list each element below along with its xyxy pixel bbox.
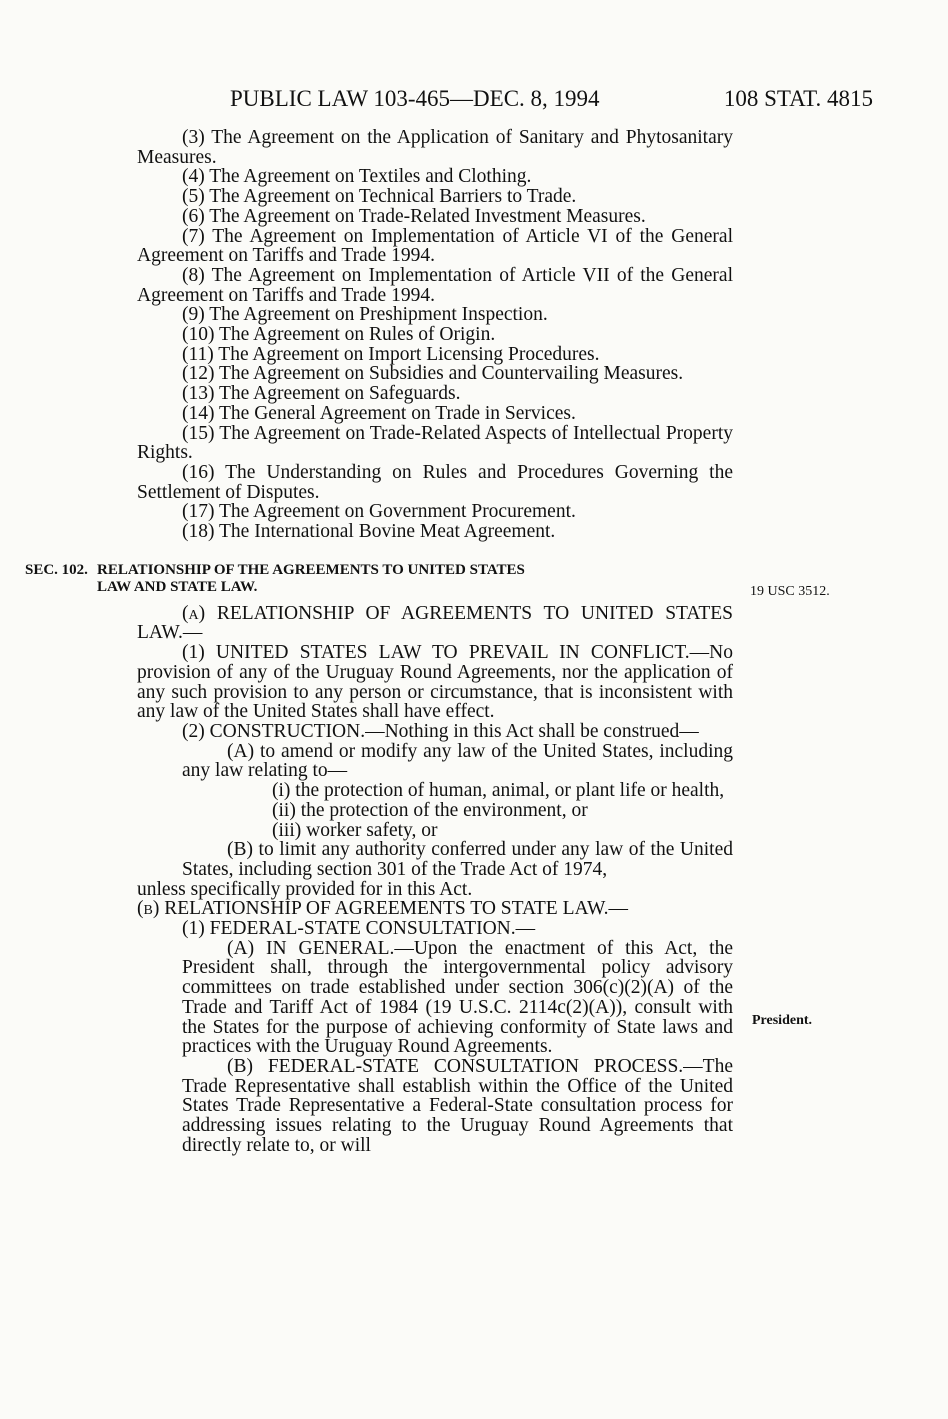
subsection-a-paragraph-1 xyxy=(137,643,733,722)
list-item: (17) The Agreement on Government Procurement. xyxy=(182,501,576,523)
clause-iii: (iii) worker safety, or xyxy=(272,819,438,841)
list-item: (18) The International Bovine Meat Agreement. xyxy=(182,521,556,543)
page-header xyxy=(230,86,873,116)
list-item: (5) The Agreement on Technical Barriers to Trade. xyxy=(182,186,577,208)
list-item: (4) The Agreement on Textiles and Clothing. xyxy=(182,166,532,188)
paragraph-heading: (1) UNITED STATES LAW TO PREVAIL IN CONFLICT. xyxy=(182,642,690,664)
list-item: (3) The Agreement on the Application of Sanitary and Phytosanitary Measures. xyxy=(137,127,733,168)
paragraph-text: —The Trade Representative shall establish within the Office of the United States Trade Representative a Federal-State consultation process for addressing issues relating to the Uruguay Round Agreements that directly relate to, or will xyxy=(182,1055,733,1156)
paragraph-text: —Nothing in this Act shall be construed— xyxy=(365,720,699,742)
list-item: (7) The Agreement on Implementation of Article VI of the General Agreement on Tariffs and Trade 1994. xyxy=(137,225,733,267)
paragraph-heading: (2) CONSTRUCTION. xyxy=(182,720,366,742)
subparagraph-a: (A) to amend or modify any law of the United States, including any law relating to— xyxy=(182,740,733,782)
subsection-a-heading: (a) RELATIONSHIP OF AGREEMENTS TO UNITED STATES LAW.— xyxy=(137,602,733,644)
list-item: (16) The Understanding on Rules and Procedures Governing the Settlement of Disputes. xyxy=(137,461,733,503)
list-item: (15) The Agreement on Trade-Related Aspects of Intellectual Property Rights. xyxy=(137,422,733,464)
clause-i: (i) the protection of human, animal, or plant life or health, xyxy=(272,780,725,802)
subsection-b-heading: (b) RELATIONSHIP OF AGREEMENTS TO STATE LAW.— xyxy=(137,898,629,920)
section-number: SEC. 102. xyxy=(25,561,88,578)
paragraph-text: —Upon the enactment of this Act, the President shall, through the intergovernmental policy advisory committees on trade established under section 306(c)(2)(A) of the Trade and Tariff Act of 1984 (19 U.S.C. 2114c(2)(A)), consult with the States for the purpose of achieving conformity of State laws and practices with the Uruguay Round Agreements. xyxy=(182,937,733,1058)
section-title-line1: RELATIONSHIP OF THE AGREEMENTS TO UNITED STATES xyxy=(97,561,525,578)
header-stat-page: 108 STAT. 4815 xyxy=(723,86,873,111)
list-item: (9) The Agreement on Preshipment Inspection. xyxy=(182,304,548,326)
paragraph-text: —No provision of any of the Uruguay Round Agreements, nor the application of any such provision to any person or circumstance, that is inconsistent with any law of the United States shall have effect. xyxy=(137,642,733,723)
margin-note-president: President. xyxy=(752,1013,813,1028)
paragraph-heading: (B) FEDERAL-STATE CONSULTATION PROCESS. xyxy=(227,1055,684,1077)
subparagraph-b1b xyxy=(137,1057,733,1156)
list-item: (13) The Agreement on Safeguards. xyxy=(182,383,461,405)
clause-ii: (ii) the protection of the environment, or xyxy=(272,799,588,821)
section-heading xyxy=(25,562,733,596)
list-item: (12) The Agreement on Subsidies and Countervailing Measures. xyxy=(182,363,684,385)
list-item: (8) The Agreement on Implementation of Article VII of the General Agreement on Tariffs and Trade 1994. xyxy=(137,264,733,306)
list-item: (6) The Agreement on Trade-Related Investment Measures. xyxy=(182,205,646,227)
subparagraph-b: (B) to limit any authority conferred under any law of the United States, including section 301 of the Trade Act of 1974, xyxy=(182,839,733,880)
margin-note-usc: 19 USC 3512. xyxy=(750,584,830,599)
subsection-b-paragraph-1: (1) FEDERAL-STATE CONSULTATION.— xyxy=(182,918,536,940)
header-law-title: PUBLIC LAW 103-465—DEC. 8, 1994 xyxy=(230,86,600,111)
subsection-a-paragraph-2 xyxy=(137,722,733,742)
list-item: (10) The Agreement on Rules of Origin. xyxy=(182,324,496,346)
closing-text: unless specifically provided for in this Act. xyxy=(137,878,473,900)
paragraph-heading: (A) IN GENERAL. xyxy=(227,937,395,959)
list-item: (11) The Agreement on Import Licensing Procedures. xyxy=(182,343,600,365)
subparagraph-b1a xyxy=(137,939,733,1057)
document-body xyxy=(25,127,733,1156)
section-title-line2: LAW AND STATE LAW. xyxy=(97,578,258,595)
list-item: (14) The General Agreement on Trade in Services. xyxy=(182,402,576,424)
